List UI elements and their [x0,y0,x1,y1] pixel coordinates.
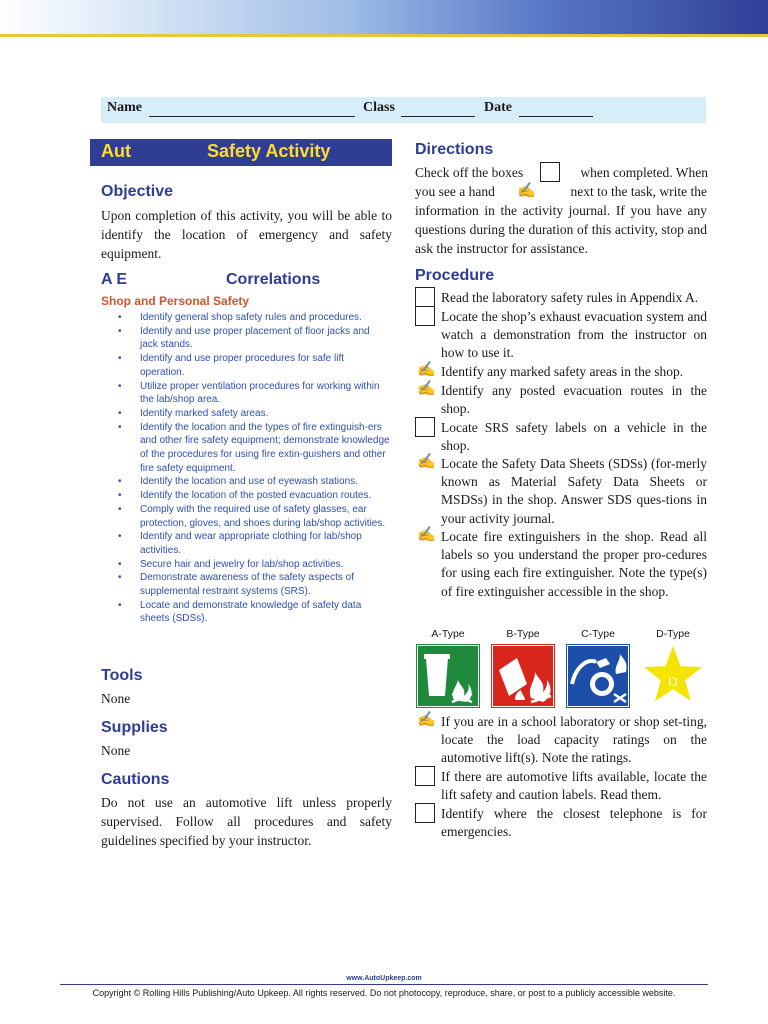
step-checkbox[interactable] [415,803,435,823]
list-item: • Locate and demonstrate knowledge of safety data sheets (SDSs). [118,599,390,626]
tools-text: None [101,691,131,706]
list-item: • Identify and wear appropriate clothing for lab/shop activities. [118,530,390,557]
title-right: Safety Activity [207,141,331,161]
hand-writing-icon: ✍ [417,381,436,397]
procedure-step-2: Locate the shop’s exhaust evacuation system and watch a demonstration from the instructor on how to use it. [441,309,707,361]
list-item: • Identify the location and the types of fire extinguish-ers and other fire safety equipment; demonstrate knowledge of the procedures for using fire extin-guishers and other fire safety equipment. [118,421,390,476]
tools-heading: Tools [101,667,143,684]
directions-heading: Directions [415,141,494,158]
hand-writing-icon: ✍ [417,454,436,470]
list-item: • Identify and use proper placement of floor jacks and jack stands. [118,325,390,352]
supplies-heading: Supplies [101,719,168,736]
class-label: Class [363,100,395,115]
step-checkbox[interactable] [415,287,435,307]
activity-title-bar [90,139,392,166]
footer-rule [60,984,708,985]
procedure-step-8: If you are in a school laboratory or shop set-ting, locate the load capacity ratings on the automotive lift(s). Note the ratings. [441,714,707,766]
name-class-date-bar [101,97,706,123]
step-checkbox[interactable] [415,766,435,786]
date-label: Date [484,100,512,115]
procedure-step-4: Identify any posted evacuation routes in the shop. [441,383,707,417]
cautions-text: Do not use an automotive lift unless properly supervised. Follow all procedures and safety guidelines specified by your instructor. [101,795,392,848]
metal-star-icon [641,644,705,708]
procedure-step-1: Read the laboratory safety rules in Appendix A. [441,290,699,305]
name-field[interactable] [149,116,355,117]
electrical-fire-icon [566,644,630,708]
procedure-step-9: If there are automotive lifts available, locate the lift safety and caution labels. Read them. [441,769,707,803]
hand-writing-icon: ✍ [417,712,436,728]
list-item: • Identify and use proper procedures for safe lift operation. [118,352,390,379]
list-item: • Utilize proper ventilation procedures for working within the lab/shop area. [118,380,390,407]
list-item: • Identify the location and use of eyewash stations. [118,475,390,489]
trash-fire-icon [416,644,480,708]
hand-writing-icon: ✍ [417,362,436,378]
list-item: • Secure hair and jewelry for lab/shop activities. [118,558,390,572]
step-checkbox[interactable] [415,306,435,326]
supplies-text: None [101,743,131,758]
correlations-list [118,311,390,626]
directions-line1-b: when completed. When [580,165,708,180]
footer-url[interactable]: www.AutoUpkeep.com [346,975,422,982]
title-left: Aut [101,141,131,161]
b-type-label: B-Type [506,628,540,640]
correlations-subheading: Shop and Personal Safety [101,294,250,308]
hand-writing-icon: ✍ [517,183,536,199]
procedure-step-10: Identify where the closest telephone is for emergencies. [441,806,707,840]
list-item: • Identify general shop safety rules and procedures. [118,311,390,325]
directions-text: information in the activity journal. If you have any questions during the duration of this activity, stop and ask the instructor for assistance. [415,203,707,256]
copyright-text: Copyright © Rolling Hills Publishing/Auto Upkeep. All rights reserved. Do not photocopy, reproduce, share, or post to a publicly accessible website. [92,988,676,998]
example-checkbox [540,162,560,182]
list-item: • Comply with the required use of safety glasses, ear protection, gloves, and shoes during lab/shop activities. [118,503,390,530]
hand-writing-icon: ✍ [417,527,436,543]
list-item: • Identify marked safety areas. [118,407,390,421]
procedure-step-6: Locate the Safety Data Sheets (SDSs) (for-merly known as Material Safety Data Sheets or MSDSs) in the shop. Answer SDS ques-tions in your activity journal. [441,456,707,526]
liquid-fire-icon [491,644,555,708]
class-field[interactable] [401,116,475,117]
d-letter: D [668,674,678,689]
directions-line2-b: next to the task, write the [570,184,707,199]
directions-line1-a: Check off the boxes [415,165,524,180]
directions-line2-a: you see a hand [415,184,495,199]
list-item: • Identify the location of the posted evacuation routes. [118,489,390,503]
correlations-heading-right: Correlations [226,271,321,288]
correlations-heading-left: A E [101,271,128,288]
step-checkbox[interactable] [415,417,435,437]
procedure-step-5: Locate SRS safety labels on a vehicle in the shop. [441,420,707,454]
header-gold-rule [0,34,768,37]
procedure-step-3: Identify any marked safety areas in the shop. [441,364,684,379]
header-gradient-band [0,0,768,34]
name-label: Name [107,100,142,115]
a-type-label: A-Type [431,628,465,640]
objective-heading: Objective [101,183,174,200]
list-item: • Demonstrate awareness of the safety aspects of supplemental restraint systems (SRS). [118,571,390,598]
d-type-label: D-Type [656,628,690,640]
cautions-heading: Cautions [101,771,170,788]
objective-text: Upon completion of this activity, you will be able to identify the location of emergency and safety equipment. [101,208,392,261]
procedure-step-7: Locate fire extinguishers in the shop. Read all labels so you understand the proper pro-cedures for using each fire extinguisher. Note the type(s) of fire extinguisher accessible in the shop. [441,529,707,599]
procedure-heading: Procedure [415,267,495,284]
c-type-label: C-Type [581,628,615,640]
date-field[interactable] [519,116,593,117]
